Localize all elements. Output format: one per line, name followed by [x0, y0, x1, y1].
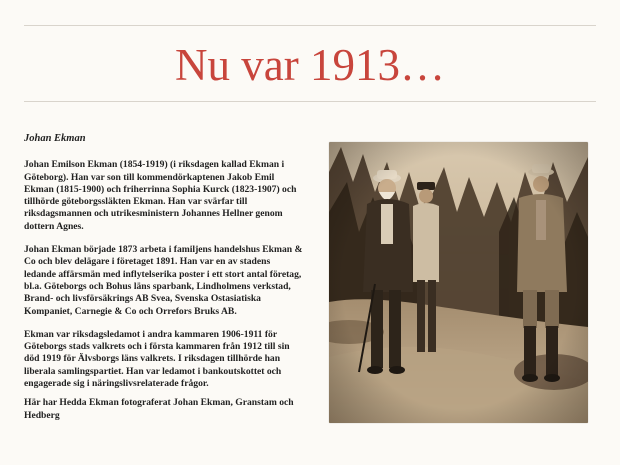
sepia-photograph: [329, 142, 588, 423]
photo-illustration: [329, 142, 588, 423]
paragraph-photo-caption: Här har Hedda Ekman fotograferat Johan Ekman, Granstam och Hedberg: [24, 397, 294, 421]
paragraph-politics: Ekman var riksdagsledamot i andra kammaren 1906-1911 för Göteborgs stads valkrets och i första kammaren från 1912 till sin död 1919 för Älvsborgs läns valkrets. I riksdagen tillhörde han liberala samlingspartiet. Han var ledamot i bankoutskottet och engagerade sig i näringslivsrelaterade frågor.: [24, 328, 290, 390]
top-divider: [24, 25, 596, 26]
text-column: [24, 133, 304, 433]
bottom-divider: [24, 101, 596, 102]
slide-title: Nu var 1913…: [175, 40, 445, 90]
paragraph-business: Johan Ekman började 1873 arbeta i familjens handelshus Ekman & Co och blev delägare i företaget 1891. Han var en av stadens ledande affärsmän med inflytelserika poster i ett stort antal företag, bl.a. Göteborgs och Bohus läns sparbank, Lindholmens verkstad, Brand- och livsförsäkrings AB Svea, Svenska Ostasiatiska Kompaniet, Carnegie & Co och Orrefors Bruks AB.: [24, 244, 303, 317]
paragraph-biography: Johan Emilson Ekman (1854-1919) (i riksdagen kallad Ekman i Göteborg). Han var son till kommendörkaptenen Jakob Emil Ekman (1815-1900) och friherrinna Sophia Kurck (1823-1907) och tillhörde göteborgssläkten Ekman. Han var svärfar till riksdagsmannen och utrikesministern Johannes Hellner genom dottern Agnes.: [24, 159, 297, 232]
person-heading: Johan Ekman: [24, 133, 86, 144]
